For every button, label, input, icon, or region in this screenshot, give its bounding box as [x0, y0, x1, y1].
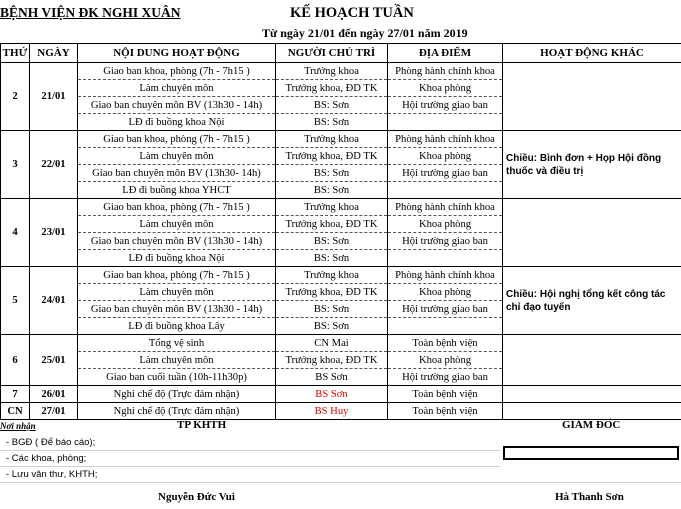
host: BS: Sơn	[276, 97, 388, 114]
activity-content: Giao ban cuối tuần (10h-11h30p)	[78, 369, 276, 386]
table-row	[1, 199, 681, 216]
date: 24/01	[30, 267, 78, 335]
recipient-item: - BGĐ ( Để báo cáo);	[6, 437, 96, 448]
day-of-week: CN	[1, 403, 30, 420]
host: BS: Sơn	[276, 165, 388, 182]
host: BS: Sơn	[276, 318, 388, 335]
other-activity: Chiều: Hội nghị tổng kết công tác chỉ đạo tuyến	[503, 267, 681, 335]
recipients-label: Nơi nhận	[0, 421, 36, 431]
activity-content: Làm chuyên môn	[78, 216, 276, 233]
hospital-name: BỆNH VIỆN ĐK NGHI XUÂN	[0, 5, 181, 20]
activity-content: LĐ đi buồng khoa Nội	[78, 114, 276, 131]
host: Trưởng khoa	[276, 131, 388, 148]
place: Hội trường giao ban	[388, 233, 503, 250]
place: Hội trường giao ban	[388, 301, 503, 318]
place	[388, 318, 503, 335]
table-row	[1, 63, 681, 80]
host: Trưởng khoa, ĐD TK	[276, 352, 388, 369]
place: Phòng hành chính khoa	[388, 267, 503, 284]
gridline	[0, 450, 500, 451]
place: Khoa phòng	[388, 80, 503, 97]
activity-content: Tổng vệ sinh	[78, 335, 276, 352]
left-title: TP KHTH	[177, 419, 227, 431]
selected-cell[interactable]	[503, 446, 679, 460]
host: CN Mai	[276, 335, 388, 352]
activity-content: LĐ đi buồng khoa Lây	[78, 318, 276, 335]
activity-content: Giao ban chuyên môn BV (13h30 - 14h)	[78, 301, 276, 318]
day-of-week: 2	[1, 63, 30, 131]
host: BS: Sơn	[276, 182, 388, 199]
place: Phòng hành chính khoa	[388, 199, 503, 216]
day-of-week: 7	[1, 386, 30, 403]
right-title: GIÁM ĐỐC	[562, 419, 621, 431]
activity-content: Làm chuyên môn	[78, 80, 276, 97]
place: Hội trường giao ban	[388, 165, 503, 182]
host: BS: Sơn	[276, 114, 388, 131]
col-header-thu: THỨ	[1, 44, 30, 63]
place: Khoa phòng	[388, 216, 503, 233]
host: BS: Sơn	[276, 250, 388, 267]
activity-content: LĐ đi buồng khoa YHCT	[78, 182, 276, 199]
place: Khoa phòng	[388, 148, 503, 165]
other-activity	[503, 335, 681, 386]
place	[388, 182, 503, 199]
date-range: Từ ngày 21/01 đến ngày 27/01 năm 2019	[262, 26, 468, 40]
activity-content: Giao ban chuyên môn BV (13h30- 14h)	[78, 165, 276, 182]
activity-content: Làm chuyên môn	[78, 284, 276, 301]
host: Trưởng khoa, ĐD TK	[276, 216, 388, 233]
table-row	[1, 386, 681, 403]
activity-content: Giao ban khoa, phòng (7h - 7h15 )	[78, 63, 276, 80]
place: Toàn bệnh viện	[388, 403, 503, 420]
place	[388, 250, 503, 267]
place: Khoa phòng	[388, 352, 503, 369]
document-title: KẾ HOẠCH TUẦN	[290, 5, 414, 21]
schedule-table	[0, 43, 681, 420]
host: BS: Sơn	[276, 301, 388, 318]
activity-content: Nghỉ chế độ (Trực đảm nhận)	[78, 403, 276, 420]
other-activity	[503, 386, 681, 403]
gridline	[0, 466, 500, 467]
other-activity	[503, 63, 681, 131]
header-row	[1, 44, 681, 63]
host: Trưởng khoa, ĐD TK	[276, 284, 388, 301]
host: BS: Sơn	[276, 233, 388, 250]
activity-content: Giao ban chuyên môn BV (13h30 - 14h)	[78, 233, 276, 250]
date: 25/01	[30, 335, 78, 386]
host: Trưởng khoa	[276, 63, 388, 80]
place: Phòng hành chính khoa	[388, 63, 503, 80]
activity-content: Làm chuyên môn	[78, 148, 276, 165]
day-of-week: 4	[1, 199, 30, 267]
date: 21/01	[30, 63, 78, 131]
other-activity	[503, 403, 681, 420]
date: 27/01	[30, 403, 78, 420]
other-activity	[503, 199, 681, 267]
recipient-item: - Các khoa, phòng;	[6, 453, 87, 464]
col-header-host: NGƯỜI CHỦ TRÌ	[276, 44, 388, 63]
activity-content: Giao ban khoa, phòng (7h - 7h15 )	[78, 199, 276, 216]
host: BS Huy	[276, 403, 388, 420]
gridline	[0, 482, 681, 483]
activity-content: Giao ban khoa, phòng (7h - 7h15 )	[78, 267, 276, 284]
activity-content: Giao ban chuyên môn BV (13h30 - 14h)	[78, 97, 276, 114]
place: Hội trường giao ban	[388, 369, 503, 386]
host: Trưởng khoa, ĐD TK	[276, 80, 388, 97]
day-of-week: 5	[1, 267, 30, 335]
host: BS Sơn	[276, 386, 388, 403]
col-header-content: NỘI DUNG HOẠT ĐỘNG	[78, 44, 276, 63]
table-row	[1, 403, 681, 420]
place: Toàn bệnh viện	[388, 386, 503, 403]
activity-content: Giao ban khoa, phòng (7h - 7h15 )	[78, 131, 276, 148]
day-of-week: 6	[1, 335, 30, 386]
activity-content: LĐ đi buồng khoa Nội	[78, 250, 276, 267]
place: Phòng hành chính khoa	[388, 131, 503, 148]
host: BS Sơn	[276, 369, 388, 386]
place: Toàn bệnh viện	[388, 335, 503, 352]
left-signer: Nguyễn Đức Vui	[158, 491, 235, 503]
table-row	[1, 131, 681, 148]
col-header-other: HOẠT ĐỘNG KHÁC	[503, 44, 681, 63]
table-row	[1, 335, 681, 352]
host: Trưởng khoa, ĐD TK	[276, 148, 388, 165]
recipient-item: - Lưu văn thư, KHTH;	[6, 469, 98, 480]
date: 22/01	[30, 131, 78, 199]
right-signer: Hà Thanh Sơn	[555, 491, 624, 503]
activity-content: Làm chuyên môn	[78, 352, 276, 369]
table-row	[1, 267, 681, 284]
place: Khoa phòng	[388, 284, 503, 301]
col-header-place: ĐỊA ĐIỂM	[388, 44, 503, 63]
col-header-ngay: NGÀY	[30, 44, 78, 63]
day-of-week: 3	[1, 131, 30, 199]
date: 26/01	[30, 386, 78, 403]
date: 23/01	[30, 199, 78, 267]
other-activity: Chiều: Bình đơn + Họp Hội đồng thuốc và điều trị	[503, 131, 681, 199]
activity-content: Nghỉ chế độ (Trực đảm nhận)	[78, 386, 276, 403]
place	[388, 114, 503, 131]
place: Hội trường giao ban	[388, 97, 503, 114]
host: Trưởng khoa	[276, 199, 388, 216]
host: Trưởng khoa	[276, 267, 388, 284]
